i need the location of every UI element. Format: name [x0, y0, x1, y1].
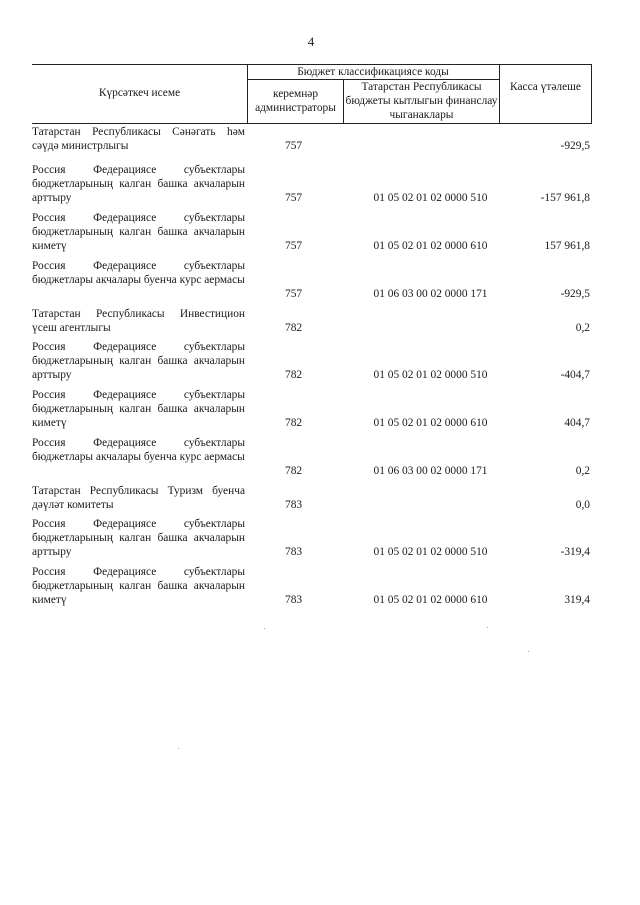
row-name: Татарстан Республикасы Туризм буенча дәүләт комитеты	[32, 485, 245, 511]
row-name: Россия Федерациясе субъектлары бюджетларының калган башка акчаларын киметү	[32, 212, 245, 252]
scan-speck	[264, 628, 265, 629]
header-sources: Татарстан Республикасы бюджеты кытлыгын финанслау чыганаклары	[345, 81, 498, 121]
row-name: Россия Федерациясе субъектлары бюджетлары акчалары буенча курс аермасы	[32, 260, 245, 286]
row-name: Татарстан Республикасы Сәнәгать һәм сәүдә министрлыгы	[32, 126, 245, 152]
row-admin-code: 782	[285, 369, 303, 381]
table-row	[32, 307, 592, 340]
row-source-code: 01 05 02 01 02 0000 510	[373, 369, 488, 381]
table-row	[32, 211, 592, 259]
row-admin-code: 782	[285, 465, 303, 477]
row-admin-code: 782	[285, 322, 303, 334]
table-row	[32, 340, 592, 388]
table-row	[32, 517, 592, 565]
row-name: Россия Федерациясе субъектлары бюджетларының калган башка акчаларын арттыру	[32, 341, 245, 381]
row-admin-code: 757	[285, 140, 303, 152]
row-admin-code: 783	[285, 546, 303, 558]
row-amount: -929,5	[560, 288, 590, 300]
row-name: Татарстан Республикасы Инвестицион үсеш агентлыгы	[32, 308, 245, 334]
row-source-code: 01 05 02 01 02 0000 610	[373, 417, 488, 429]
row-source-code: 01 05 02 01 02 0000 610	[373, 240, 488, 252]
page-number: 4	[307, 34, 315, 49]
header-admin: керемнәр администраторы	[255, 88, 336, 114]
row-amount: 319,4	[564, 594, 590, 606]
header-bottom-border	[32, 123, 592, 124]
row-source-code: 01 06 03 00 02 0000 171	[373, 288, 488, 300]
row-amount: -404,7	[560, 369, 590, 381]
budget-table	[32, 64, 592, 613]
row-amount: -929,5	[560, 140, 590, 152]
row-amount: -157 961,8	[540, 192, 590, 204]
row-amount: 0,2	[575, 322, 590, 334]
header-budget-code-group: Бюджет классификациясе коды	[297, 66, 449, 78]
table-row	[32, 125, 592, 163]
table-row	[32, 259, 592, 307]
row-source-code: 01 05 02 01 02 0000 510	[373, 192, 488, 204]
row-name: Россия Федерациясе субъектлары бюджетларының калган башка акчаларын киметү	[32, 389, 245, 429]
header-vline-3	[499, 64, 500, 124]
table-row	[32, 163, 592, 211]
row-amount: 157 961,8	[544, 240, 590, 252]
table-row	[32, 436, 592, 484]
scan-speck	[528, 651, 529, 652]
row-admin-code: 757	[285, 288, 303, 300]
row-source-code: 01 05 02 01 02 0000 610	[373, 594, 488, 606]
row-name: Россия Федерациясе субъектлары бюджетларының калган башка акчаларын киметү	[32, 566, 245, 606]
row-source-code: 01 06 03 00 02 0000 171	[373, 465, 488, 477]
row-admin-code: 782	[285, 417, 303, 429]
row-admin-code: 783	[285, 499, 303, 511]
row-name: Россия Федерациясе субъектлары бюджетлары акчалары буенча курс аермасы	[32, 437, 245, 463]
row-amount: 404,7	[564, 417, 590, 429]
table-header	[32, 64, 592, 125]
table-row	[32, 388, 592, 436]
row-amount: 0,0	[575, 499, 590, 511]
row-amount: 0,2	[575, 465, 590, 477]
header-indicator-name: Күрсәткеч исеме	[98, 87, 181, 99]
scan-speck	[487, 627, 488, 628]
row-admin-code: 783	[285, 594, 303, 606]
row-source-code: 01 05 02 01 02 0000 510	[373, 546, 488, 558]
table-row	[32, 484, 592, 517]
scan-speck	[178, 748, 179, 749]
table-row	[32, 565, 592, 613]
row-admin-code: 757	[285, 192, 303, 204]
row-amount: -319,4	[560, 546, 590, 558]
header-vline-4	[591, 64, 592, 124]
row-admin-code: 757	[285, 240, 303, 252]
row-name: Россия Федерациясе субъектлары бюджетларының калган башка акчаларын арттыру	[32, 518, 245, 558]
header-cash: Касса үтәлеше	[510, 81, 581, 93]
row-name: Россия Федерациясе субъектлары бюджетларының калган башка акчаларын арттыру	[32, 164, 245, 204]
